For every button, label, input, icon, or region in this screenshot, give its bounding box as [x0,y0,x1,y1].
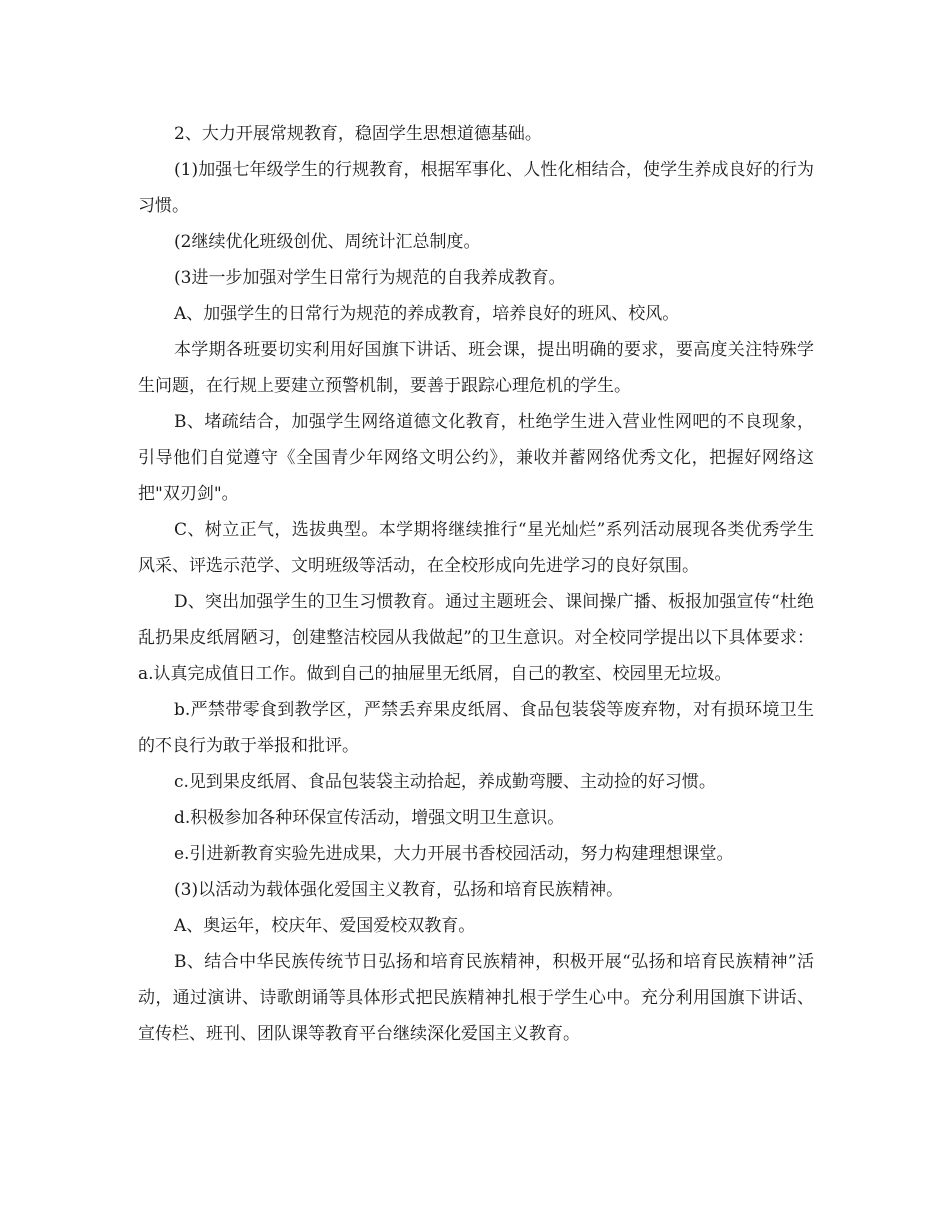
paragraph: (3进一步加强对学生日常行为规范的自我养成教育。 [174,268,566,288]
paragraph: B、堵疏结合，加强学生网络道德文化教育，杜绝学生进入营业性网吧的不良现象，引导他们自觉遵守《全国青少年网络文明公约》，兼收并蓄网络优秀文化，把握好网络这把"双刃剑"。 [138,412,814,504]
paragraph: (2继续优化班级创优、周统计汇总制度。 [174,232,481,252]
paragraph: A、加强学生的日常行为规范的养成教育，培养良好的班风、校风。 [174,304,680,324]
paragraph: b.严禁带零食到教学区，严禁丢弃果皮纸屑、食品包装袋等废弃物，对有损环境卫生的不良行为敢于举报和批评。 [138,700,814,756]
paragraph: c.见到果皮纸屑、食品包装袋主动拾起，养成勤弯腰、主动捡的好习惯。 [174,772,716,792]
paragraph: A、奥运年，校庆年、爱国爱校双教育。 [174,916,476,936]
paragraph: 2、大力开展常规教育，稳固学生思想道德基础。 [174,124,542,144]
paragraph: e.引进新教育实验先进成果，大力开展书香校园活动，努力构建理想课堂。 [174,844,734,864]
paragraph: (1)加强七年级学生的行规教育，根据军事化、人性化相结合，使学生养成良好的行为习惯。 [138,160,814,216]
paragraph: (3)以活动为载体强化爱国主义教育，弘扬和培育民族精神。 [174,880,624,900]
paragraph: B、结合中华民族传统节日弘扬和培育民族精神，积极开展“弘扬和培育民族精神”活动，通过演讲、诗歌朗诵等具体形式把民族精神扎根于学生心中。充分利用国旗下讲话、宣传栏、班刊、团队课等教育平台继续深化爱国主义教育。 [138,952,814,1044]
paragraph: C、树立正气，选拔典型。本学期将继续推行“星光灿烂”系列活动展现各类优秀学生风采、评选示范学、文明班级等活动，在全校形成向先进学习的良好氛围。 [138,520,814,576]
document-page [138,116,820,1052]
paragraph: d.积极参加各种环保宣传活动，增强文明卫生意识。 [174,808,565,828]
paragraph: D、突出加强学生的卫生习惯教育。通过主题班会、课间操广播、板报加强宣传“杜绝乱扔果皮纸屑陋习，创建整洁校园从我做起”的卫生意识。对全校同学提出以下具体要求： a.认真完成值日工作。做到自己的抽屉里无纸屑，自己的教室、校园里无垃圾。 [138,592,820,684]
paragraph: 本学期各班要切实利用好国旗下讲话、班会课，提出明确的要求，要高度关注特殊学生问题，在行规上要建立预警机制，要善于跟踪心理危机的学生。 [138,340,814,396]
